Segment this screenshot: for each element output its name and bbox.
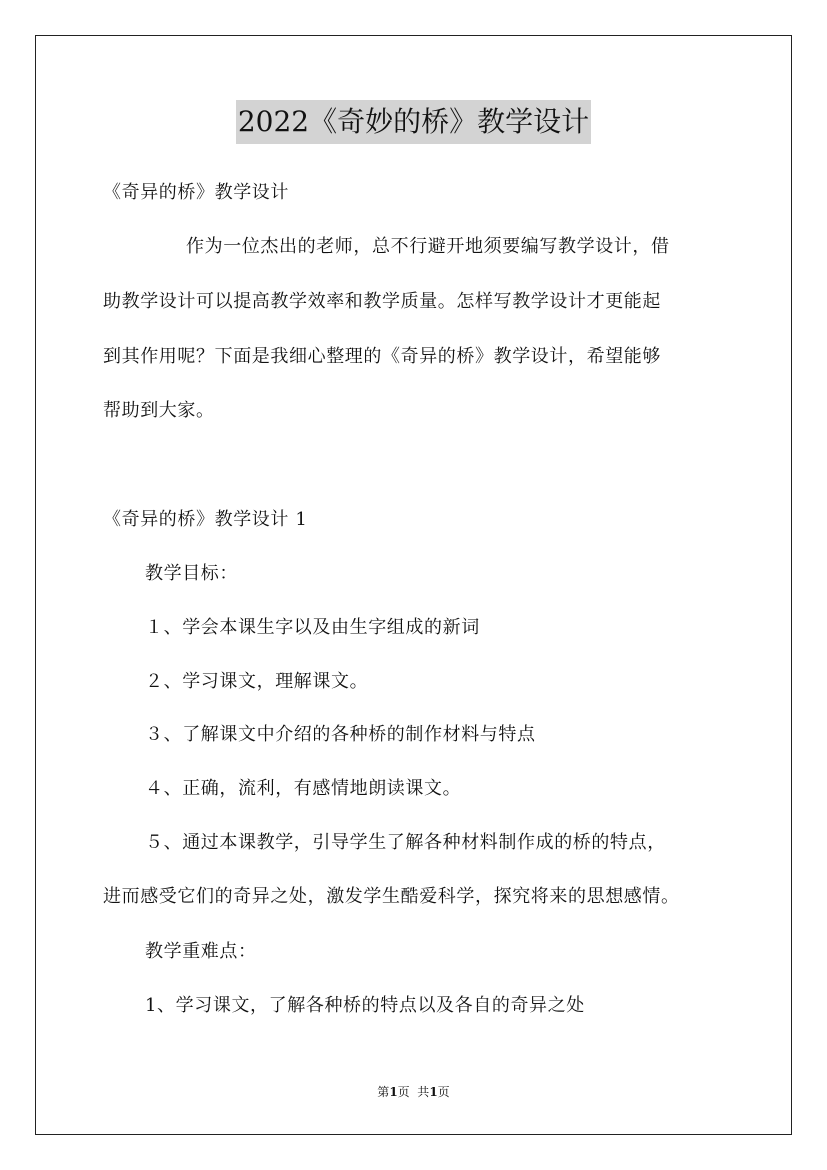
intro-heading: 《奇异的桥》教学设计 bbox=[103, 182, 289, 203]
document-title: 2022《奇妙的桥》教学设计 bbox=[236, 100, 591, 144]
goal-item-5-continuation: 进而感受它们的奇异之处，激发学生酷爱科学，探究将来的思想感情。 bbox=[103, 886, 680, 907]
page-footer bbox=[0, 1084, 827, 1100]
goals-heading: 教学目标： bbox=[145, 563, 238, 584]
goal-item-2: ２、学习课文，理解课文。 bbox=[145, 671, 369, 692]
key-point-item-1: 1、学习课文，了解各种桥的特点以及各自的奇异之处 bbox=[145, 995, 585, 1016]
goal-item-5: ５、通过本课教学，引导学生了解各种材料制作成的桥的特点， bbox=[145, 832, 666, 853]
footer-total-pages: 1 bbox=[429, 1085, 438, 1099]
key-points-heading: 教学重难点： bbox=[145, 941, 257, 962]
intro-line-2: 助教学设计可以提高教学效率和教学质量。怎样写教学设计才更能起 bbox=[103, 291, 661, 312]
footer-suffix: 页 bbox=[437, 1085, 450, 1099]
footer-current-page: 1 bbox=[389, 1085, 398, 1099]
intro-line-3: 到其作用呢？下面是我细心整理的《奇异的桥》教学设计，希望能够 bbox=[103, 346, 661, 367]
goal-item-1: １、学会本课生字以及由生字组成的新词 bbox=[145, 617, 480, 638]
goal-item-4: ４、正确，流利，有感情地朗读课文。 bbox=[145, 778, 462, 799]
goal-item-3: ３、了解课文中介绍的各种桥的制作材料与特点 bbox=[145, 724, 536, 745]
section1-heading: 《奇异的桥》教学设计 1 bbox=[103, 509, 308, 530]
intro-line-1: 作为一位杰出的老师，总不行避开地须要编写教学设计，借 bbox=[186, 236, 670, 257]
document-title-wrapper bbox=[0, 100, 827, 144]
intro-line-4: 帮助到大家。 bbox=[103, 400, 215, 421]
footer-middle: 页 共 bbox=[397, 1085, 430, 1099]
footer-prefix: 第 bbox=[377, 1085, 390, 1099]
